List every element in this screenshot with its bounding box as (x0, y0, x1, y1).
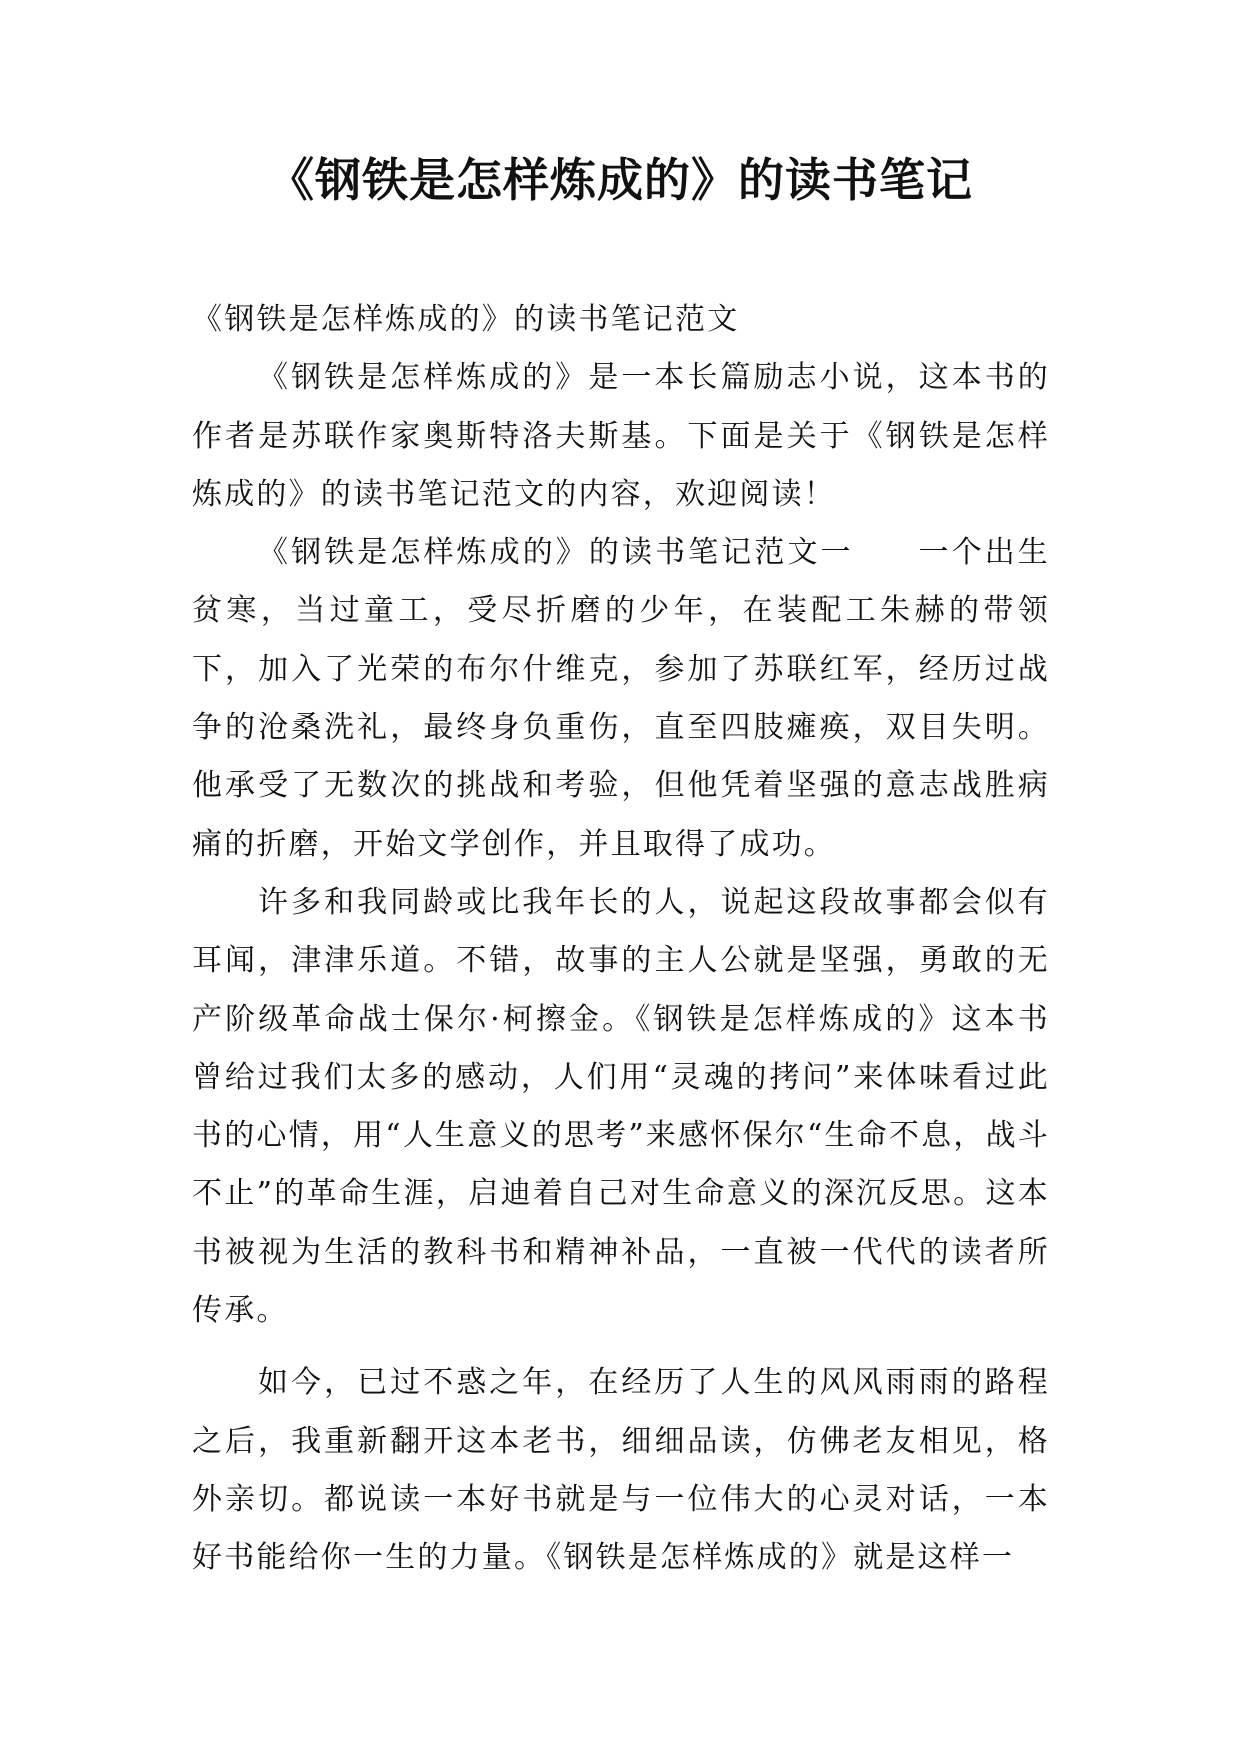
intro-paragraph: 《钢铁是怎样炼成的》是一本长篇励志小说，这本书的作者是苏联作家奥斯特洛夫斯基。下面是关于《钢铁是怎样炼成的》的读书笔记范文的内容，欢迎阅读！ (192, 360, 1050, 512)
paragraph-2: 许多和我同龄或比我年长的人，说起这段故事都会似有耳闻，津津乐道。不错，故事的主人公就是坚强，勇敢的无产阶级革命战士保尔·柯擦金。《钢铁是怎样炼成的》这本书曾给过我们太多的感动，人们用“灵魂的拷问”来体味看过此书的心情，用“人生意义的思考”来感怀保尔“生命不息，战斗不止”的革命生涯，启迪着自己对生命意义的深沉反思。这本书被视为生活的教科书和精神补品，一直被一代代的读者所传承。 (192, 884, 1050, 1329)
document-title: 《钢铁是怎样炼成的》的读书笔记 (268, 153, 973, 207)
paragraph-3: 如今，已过不惑之年，在经历了人生的风风雨雨的路程之后，我重新翻开这本老书，细细品读，仿佛老友相见，格外亲切。都说读一本好书就是与一位伟大的心灵对话，一本好书能给你一生的力量。《钢铁是怎样炼成的》就是这样一 (192, 1365, 1050, 1576)
subtitle-line: 《钢铁是怎样炼成的》的读书笔记范文 (192, 302, 740, 337)
section-heading: 《钢铁是怎样炼成的》的读书笔记范文一 (258, 535, 854, 571)
document-body (192, 291, 1050, 1588)
paragraph-1: 一个出生贫寒，当过童工，受尽折磨的少年，在装配工朱赫的带领下，加入了光荣的布尔什维克，参加了苏联红军，经历过战争的沧桑洗礼，最终身负重伤，直至四肢瘫痪，双目失明。他承受了无数次的挑战和考验，但他凭着坚强的意志战胜病痛的折磨，开始文学创作，并且取得了成功。 (192, 535, 1050, 862)
section-paragraph (192, 524, 1050, 874)
